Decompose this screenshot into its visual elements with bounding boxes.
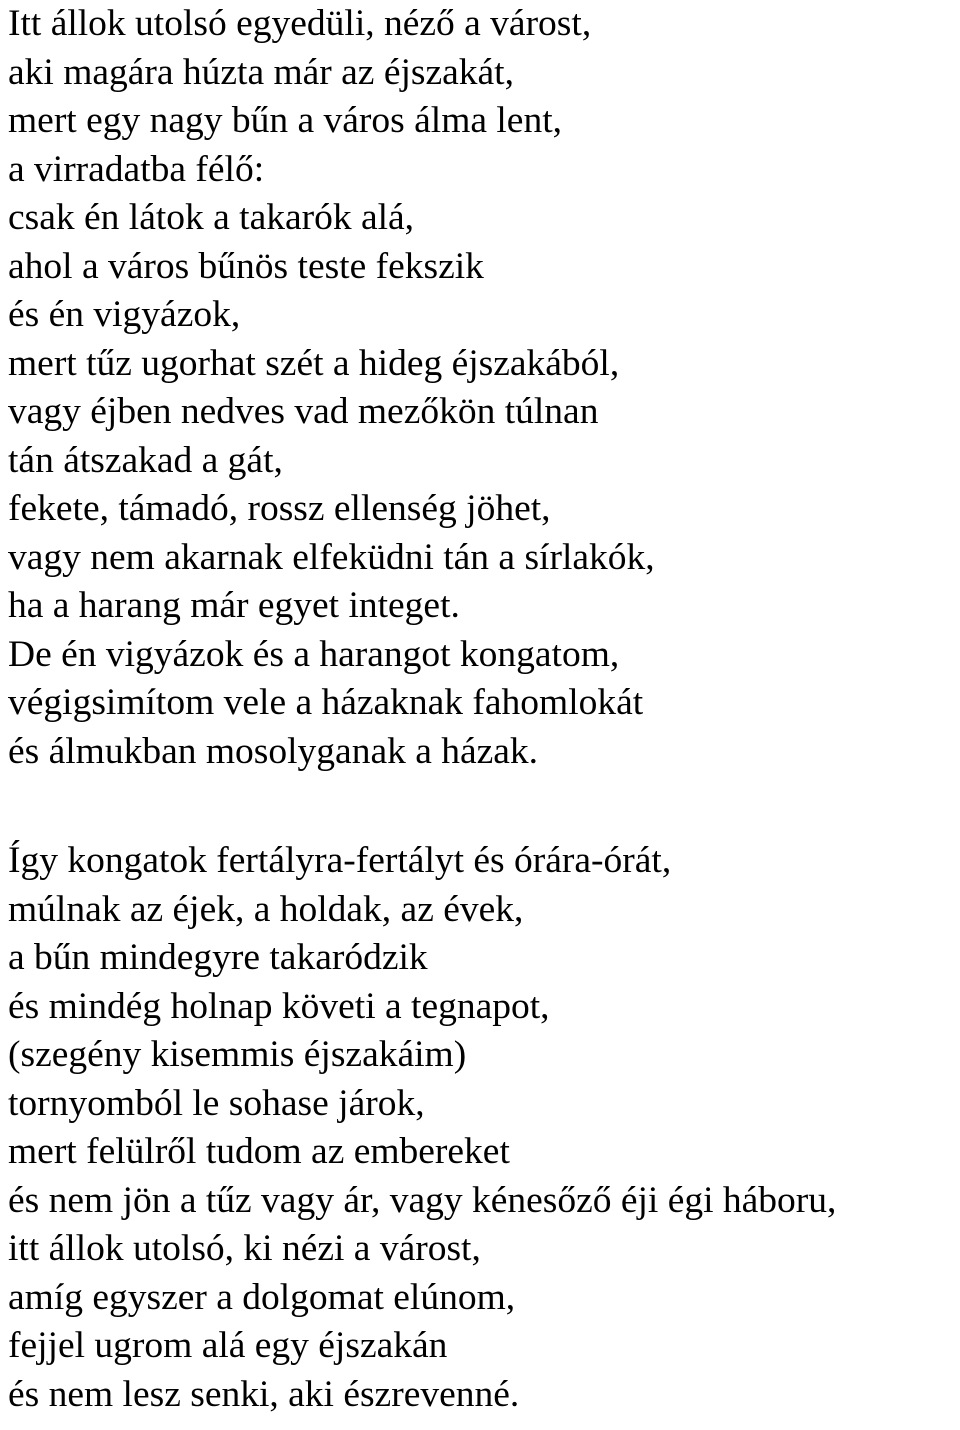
stanza-2 bbox=[8, 837, 836, 1419]
poem-line: ha a harang már egyet integet. bbox=[8, 585, 460, 626]
poem-line: amíg egyszer a dolgomat elúnom, bbox=[8, 1276, 516, 1318]
poem-line: tán átszakad a gát, bbox=[8, 439, 283, 481]
poem-line: és nem jön a tűz vagy ár, vagy kénesőző éji égi háboru, bbox=[8, 1179, 837, 1221]
poem-line: itt állok utolsó, ki nézi a várost, bbox=[8, 1228, 481, 1269]
poem-line: (szegény kisemmis éjszakáim) bbox=[8, 1034, 467, 1075]
poem-line: és mindég holnap követi a tegnapot, bbox=[8, 985, 550, 1027]
poem-line: a virradatba félő: bbox=[8, 148, 265, 190]
poem-line: a bűn mindegyre takaródzik bbox=[8, 937, 428, 978]
poem-line: De én vigyázok és a harangot kongatom, bbox=[8, 633, 620, 675]
poem-line: vagy éjben nedves vad mezőkön túlnan bbox=[8, 391, 599, 432]
poem-line: mert felülről tudom az embereket bbox=[8, 1131, 510, 1172]
poem-line: tornyomból le sohase járok, bbox=[8, 1082, 425, 1124]
poem-line: csak én látok a takarók alá, bbox=[8, 197, 415, 238]
poem-line: és én vigyázok, bbox=[8, 294, 241, 335]
poem-line: múlnak az éjek, a holdak, az évek, bbox=[8, 888, 524, 930]
poem-line: fejjel ugrom alá egy éjszakán bbox=[8, 1325, 448, 1366]
poem-line: mert tűz ugorhat szét a hideg éjszakából, bbox=[8, 342, 620, 384]
poem-line: és álmukban mosolyganak a házak. bbox=[8, 730, 539, 772]
poem-line: Itt állok utolsó egyedüli, néző a várost, bbox=[8, 3, 592, 44]
stanza-1 bbox=[8, 0, 655, 776]
poem-line: vagy nem akarnak elfeküdni tán a sírlakók, bbox=[8, 536, 655, 578]
poem-line: végigsimítom vele a házaknak fahomlokát bbox=[8, 682, 644, 723]
poem-line: Így kongatok fertályra-fertályt és órára-órát, bbox=[8, 840, 672, 881]
poem-line: ahol a város bűnös teste fekszik bbox=[8, 245, 484, 287]
poem-line: és nem lesz senki, aki észrevenné. bbox=[8, 1373, 520, 1415]
poem-line: fekete, támadó, rossz ellenség jöhet, bbox=[8, 488, 551, 529]
poem-line: mert egy nagy bűn a város álma lent, bbox=[8, 100, 562, 141]
poem-line: aki magára húzta már az éjszakát, bbox=[8, 51, 514, 93]
